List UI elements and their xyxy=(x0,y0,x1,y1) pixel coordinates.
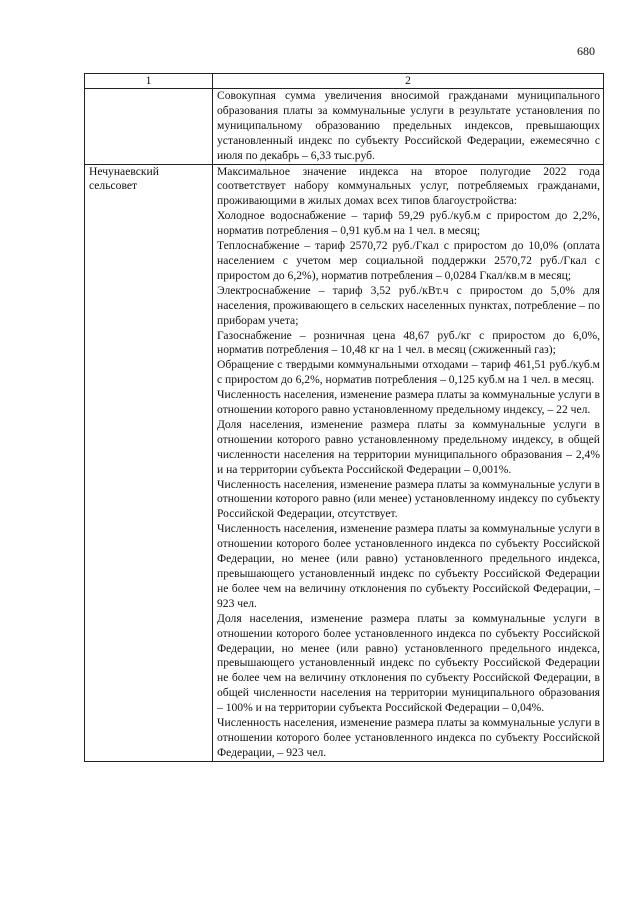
paragraph-population-above: Численность населения, изменение размера платы за коммунальные услуги в отношении которого более установленного индекса по субъекту Российской Федерации, – 923 чел. xyxy=(217,716,600,759)
paragraph-gas: Газоснабжение – розничная цена 48,67 руб./кг с приростом до 6,0%, норматив потребления – 10,48 кг на 1 чел. в месяц (сжиженный газ); xyxy=(217,328,600,357)
table-row-nechunaevsky xyxy=(85,164,604,761)
continuation-text: Совокупная сумма увеличения вносимой гражданами муниципального образования платы за коммунальные услуги в результате установления по муниципальному образованию предельных индексов, превышающих установленный индекс по субъекту Российской Федерации, ежемесячно с июля по декабрь – 6,33 тыс.руб. xyxy=(213,89,604,165)
column-header-2: 2 xyxy=(213,74,604,89)
paragraph-population-less: Численность населения, изменение размера платы за коммунальные услуги в отношении которого равно (или менее) установленному индексу по субъекту Российской Федерации, отсутствует. xyxy=(217,477,600,521)
paragraph-share-between: Доля населения, изменение размера платы за коммунальные услуги в отношении которого более установленного индекса по субъекту Российской Федерации, но менее (или равно) установленного предельного индекса, превышающего установленный индекс по субъекту Российской Федерации не более чем на величину отклонения по субъекту Российской Федерации, в общей численности населения на территории муниципального образования – 100% и на территории субъекта Российской Федерации – 0,04%. xyxy=(217,611,600,715)
paragraph-max-index: Максимальное значение индекса на второе полугодие 2022 года соответствует набору коммунальных услуг, потребляемых гражданами, проживающими в жилых домах всех типов благоустройства: xyxy=(217,164,600,208)
paragraph-population-between: Численность населения, изменение размера платы за коммунальные услуги в отношении которого более установленного индекса по субъекту Российской Федерации, но менее (или равно) установленного предельного индекса, превышающего установленный индекс по субъекту Российской Федерации не более чем на величину отклонения по субъекту Российской Федерации, – 923 чел. xyxy=(217,522,600,610)
table-header-row xyxy=(85,74,604,89)
page-number: 680 xyxy=(577,44,595,58)
region-name: Нечунаевский сельсовет xyxy=(85,164,213,761)
paragraph-heating: Теплоснабжение – тариф 2570,72 руб./Гкал с приростом до 10,0% (оплата населением с учетом мер социальной поддержки 2570,72 руб./Гкал с приростом до 6,2%), норматив потребления – 0,0284 Гкал/кв.м в месяц; xyxy=(217,239,600,282)
paragraph-population-equal: Численность населения, изменение размера платы за коммунальные услуги в отношении которого равно установленному предельному индексу, – 22 чел. xyxy=(217,388,600,417)
region-cell-empty xyxy=(85,89,213,165)
paragraph-share-equal: Доля населения, изменение размера платы за коммунальные услуги в отношении которого равно установленному предельному индексу, в общей численности населения на территории муниципального образования – 2,4% и на территории субъекта Российской Федерации – 0,001%. xyxy=(217,417,600,476)
paragraph-electricity: Электроснабжение – тариф 3,52 руб./кВт.ч с приростом до 5,0% для населения, проживающего в сельских населенных пунктах, потребление – по приборам учета; xyxy=(217,283,600,327)
column-header-1: 1 xyxy=(85,74,213,89)
region-details xyxy=(213,164,604,761)
table-row-continuation xyxy=(85,89,604,165)
tariff-table xyxy=(84,73,604,762)
paragraph-cold-water: Холодное водоснабжение – тариф 59,29 руб./куб.м с приростом до 2,2%, норматив потребления – 0,91 куб.м на 1 чел. в месяц; xyxy=(217,209,600,238)
paragraph-solid-waste: Обращение с твердыми коммунальными отходами – тариф 461,51 руб./куб.м с приростом до 6,2%, норматив потребления – 0,125 куб.м на 1 чел. в месяц. xyxy=(217,358,600,387)
